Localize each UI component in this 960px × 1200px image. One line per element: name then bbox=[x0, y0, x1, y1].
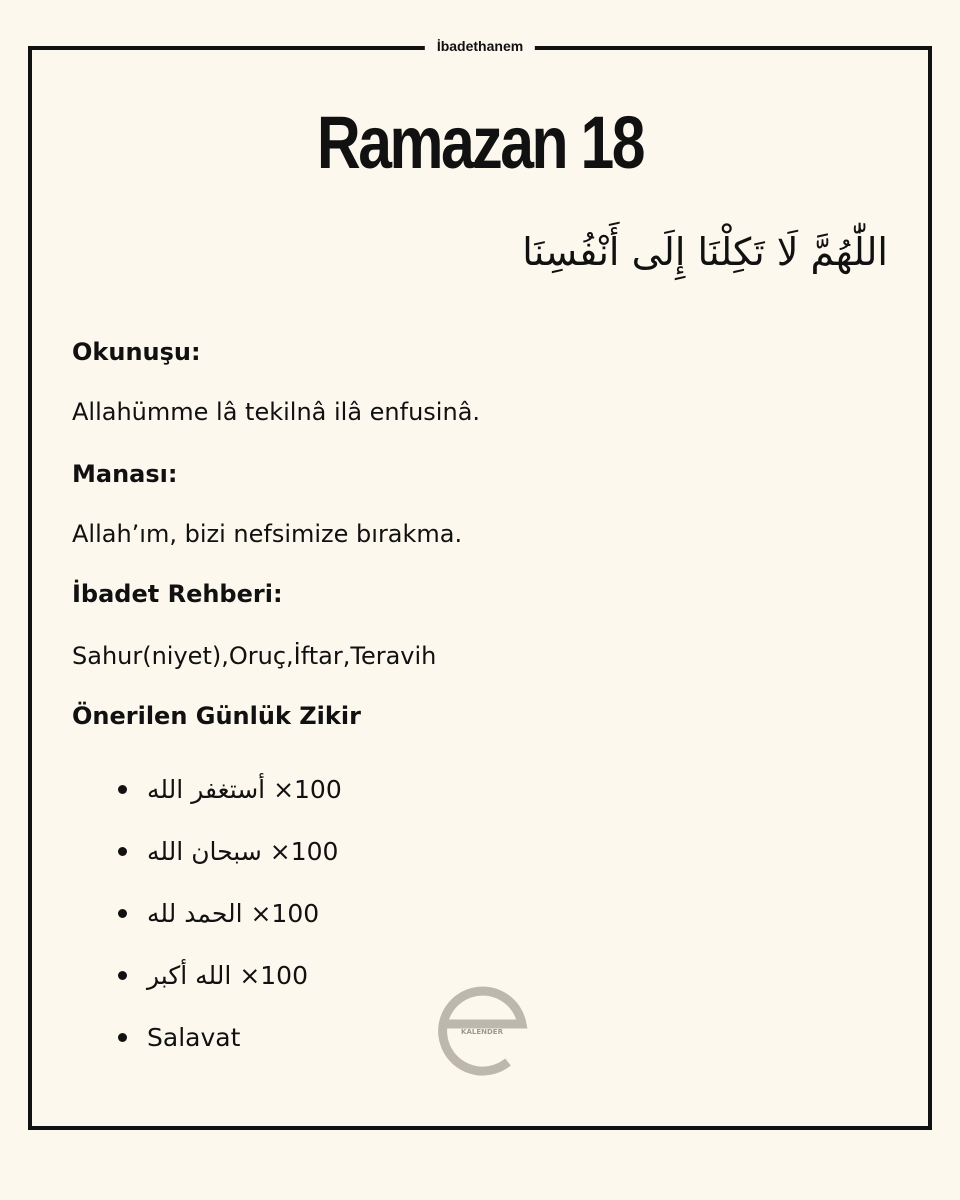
watermark-logo-icon bbox=[430, 982, 530, 1078]
list-item bbox=[118, 820, 342, 882]
zikr-list bbox=[118, 758, 342, 1068]
zikr-text: 100× أستغفر الله bbox=[147, 774, 342, 804]
reading-label: Okunuşu: bbox=[72, 338, 201, 366]
bullet-icon bbox=[118, 909, 127, 918]
bullet-icon bbox=[118, 971, 127, 980]
bullet-icon bbox=[118, 785, 127, 794]
meaning-text: Allah’ım, bizi nefsimize bırakma. bbox=[72, 520, 463, 548]
page-title: Ramazan 18 bbox=[316, 101, 644, 184]
bullet-icon bbox=[118, 847, 127, 856]
zikr-text: 100× الله أكبر bbox=[147, 960, 308, 990]
zikr-text: 100× سبحان الله bbox=[147, 836, 339, 866]
list-item bbox=[118, 944, 342, 1006]
arabic-dua: اللّٰهُمَّ لَا تَكِلْنَا إِلَى أَنْفُسِنَا bbox=[522, 230, 888, 274]
reading-text: Allahümme lâ tekilnâ ilâ enfusinâ. bbox=[72, 398, 481, 426]
bullet-icon bbox=[118, 1033, 127, 1042]
zikr-text: Salavat bbox=[147, 1022, 241, 1052]
brand-label: İbadethanem bbox=[425, 36, 535, 56]
guide-text: Sahur(niyet),Oruç,İftar,Teravih bbox=[72, 642, 437, 670]
list-item bbox=[118, 1006, 342, 1068]
meaning-label: Manası: bbox=[72, 460, 178, 488]
zikr-label: Önerilen Günlük Zikir bbox=[72, 702, 361, 730]
list-item bbox=[118, 758, 342, 820]
zikr-text: 100× الحمد لله bbox=[147, 898, 320, 928]
logo-text: KALENDER bbox=[461, 1028, 503, 1036]
list-item bbox=[118, 882, 342, 944]
guide-label: İbadet Rehberi: bbox=[72, 580, 283, 608]
